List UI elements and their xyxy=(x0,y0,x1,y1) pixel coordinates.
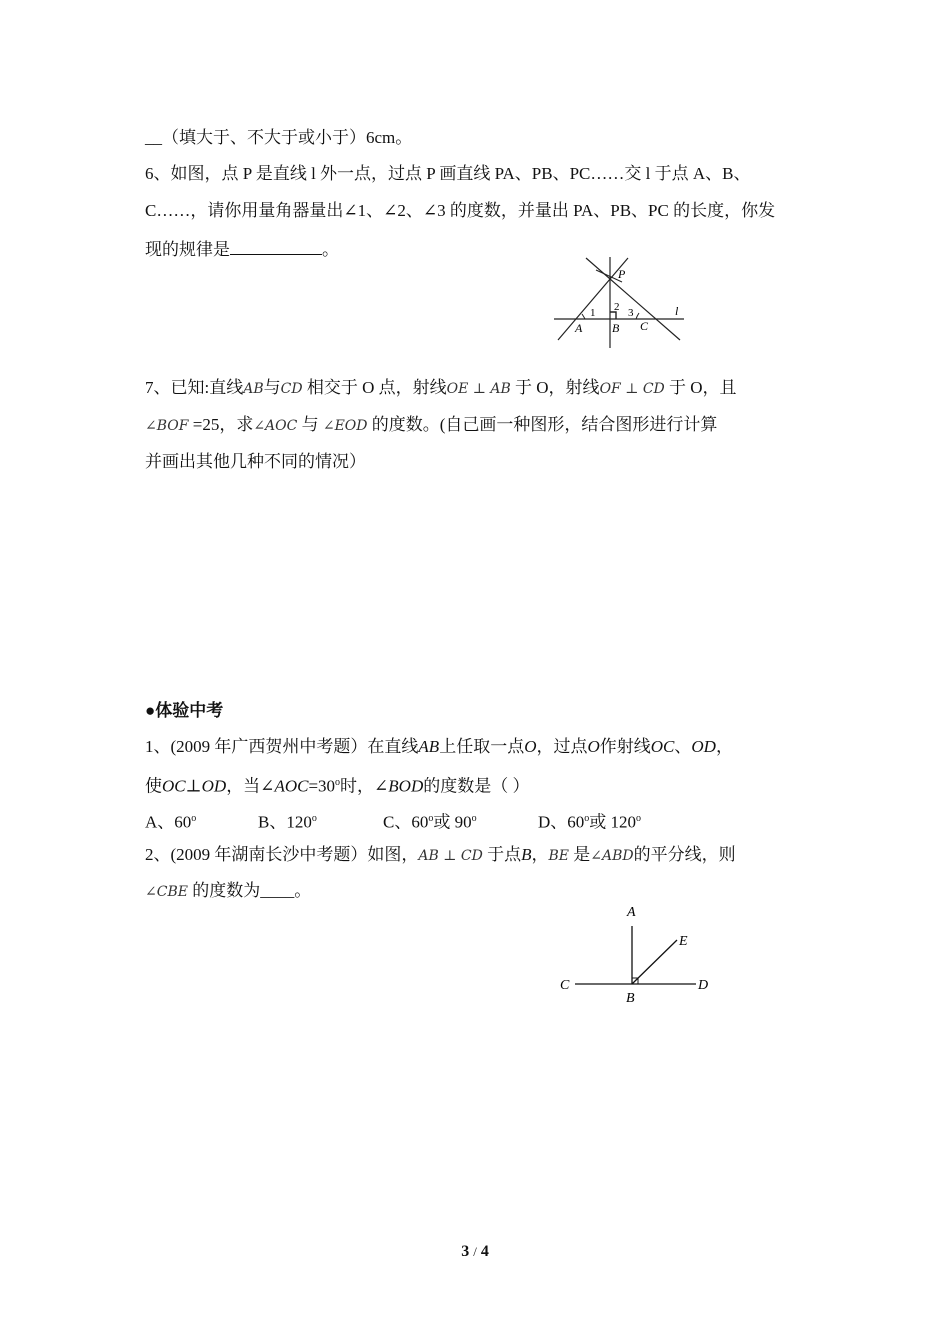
q6-answer-blank xyxy=(230,236,322,255)
angle3-arc xyxy=(636,313,639,319)
q6-line1: 6、如图，点 P 是直线 l 外一点，过点 P 画直线 PA、PB、PC……交 l 于点 A、B、 xyxy=(145,164,751,183)
z1-option-d: D、60$^o$或 120$^o$ xyxy=(538,812,642,832)
label-c: C xyxy=(640,319,649,333)
label-angle-1: 1 xyxy=(590,307,596,319)
z1-line2: 使OC⊥OD，当$\angle AOC=30^o$时，∠BOD的度数是（ ） xyxy=(145,776,530,796)
q7-line1: 7、已知:直线AB与CD 相交于 O 点，射线OE ⊥ AB 于 O，射线OF ⊥ CD 于 O，且 xyxy=(145,378,737,397)
label-a: A xyxy=(575,321,583,335)
z2-figure xyxy=(555,898,725,1010)
label-d: D xyxy=(698,978,709,993)
z2-line1: 2、(2009 年湖南长沙中考题）如图，AB ⊥ CD 于点B，BE 是∠ABD的平分线，则 xyxy=(145,845,736,864)
line-pc xyxy=(586,258,680,340)
z1-line1: 1、(2009 年广西贺州中考题）在直线AB上任取一点O，过点O作射线OC、OD， xyxy=(145,737,733,756)
z1-option-c: C、60$^o$或 90$^o$ xyxy=(383,812,477,832)
section-title: ●体验中考 xyxy=(145,701,224,720)
label-p: P xyxy=(618,267,626,281)
z2-answer-blank: ____ xyxy=(260,881,295,900)
q7-line2: ∠BOF =25，求∠AOC 与 ∠EOD 的度数。(自己画一种图形，结合图形进行计算 xyxy=(145,415,718,434)
label-angle-3: 3 xyxy=(628,307,634,319)
q6-line3: 现的规律是 。 xyxy=(145,236,339,262)
label-e: E xyxy=(679,934,688,949)
page-number: 3 / 4 xyxy=(461,1243,489,1260)
z1-option-a: A、60$^o$ xyxy=(145,812,197,832)
label-l: l xyxy=(675,304,679,318)
z1-option-b: B、120$^o$ xyxy=(258,812,317,832)
z2-line2: ∠CBE 的度数为____。 xyxy=(145,881,312,900)
label-c: C xyxy=(560,978,570,993)
q5-blank: __ xyxy=(145,128,162,147)
label-b: B xyxy=(626,991,635,1006)
q7-line3: 并画出其他几种不同的情况） xyxy=(145,452,366,471)
label-angle-2: 2 xyxy=(614,301,620,313)
label-b: B xyxy=(612,321,620,335)
right-angle-mark xyxy=(610,312,616,319)
label-a: A xyxy=(627,905,636,920)
q5-tail: __（填大于、不大于或小于）6cm。 xyxy=(145,128,413,147)
q6-figure xyxy=(548,252,688,352)
q6-line2: C……，请你用量角器量出∠1、∠2、∠3 的度数，并量出 PA、PB、PC 的长度，你发 xyxy=(145,201,776,220)
line-be xyxy=(632,940,677,984)
angle1-arc xyxy=(582,314,585,319)
